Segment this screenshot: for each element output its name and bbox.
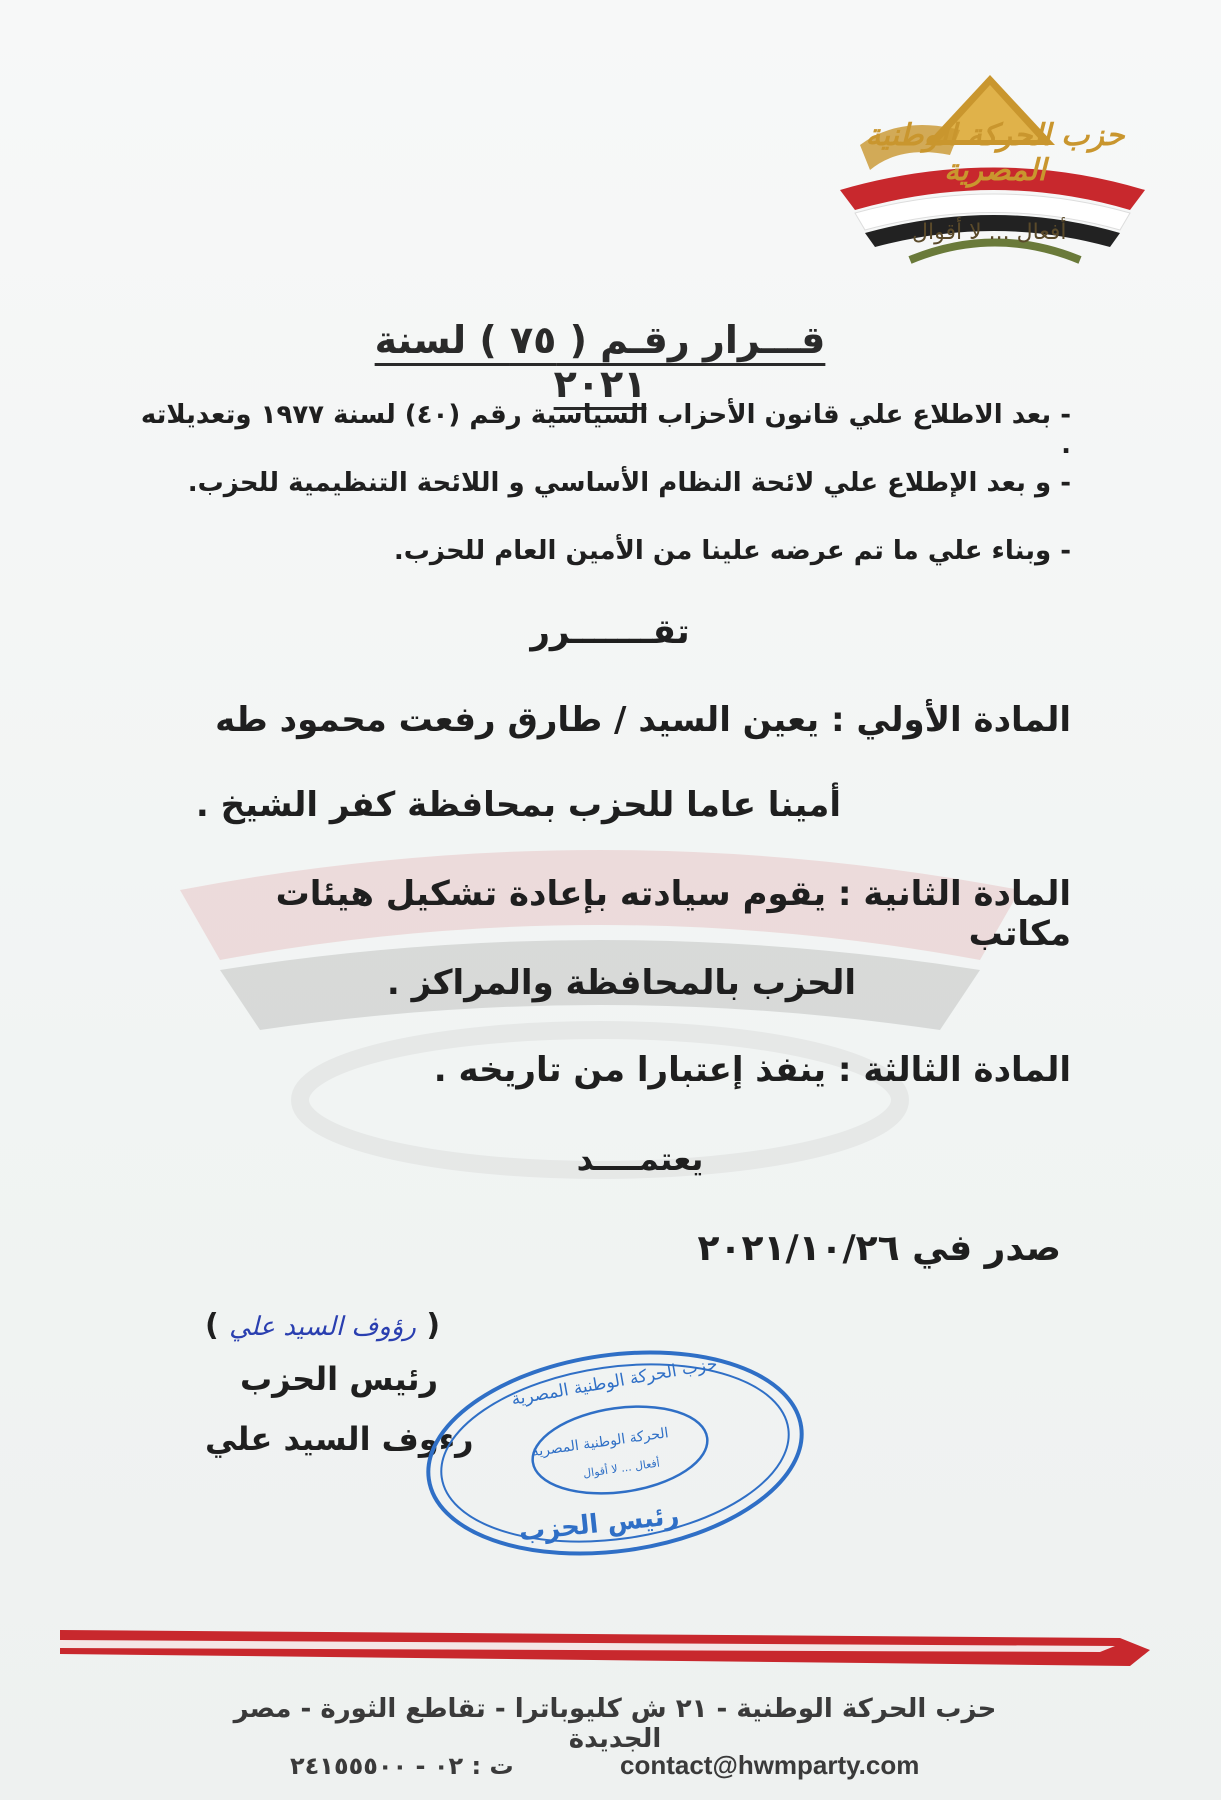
stamp-outer-text: حزب الحركة الوطنية المصرية	[509, 1353, 720, 1410]
logo-slogan: أفعال ... لا أقوال	[912, 220, 1067, 245]
signatory-title: رئيس الحزب	[240, 1360, 438, 1398]
decides-heading: تقـــــــرر	[530, 612, 690, 652]
footer-address: حزب الحركة الوطنية - ٢١ ش كليوباترا - تقاطع الثورة - مصر الجديدة	[233, 1694, 997, 1754]
logo-party-name: حزب الحركة الوطنية المصرية	[865, 118, 1125, 188]
article-second-cont: الحزب بالمحافظة والمراكز .	[386, 963, 856, 1003]
issue-date: صدر في ٢٠٢١/١٠/٢٦	[697, 1228, 1061, 1269]
party-stamp	[420, 1348, 810, 1558]
signature-handwriting: رؤوف السيد علي	[229, 1312, 416, 1342]
stamp-inner-slogan: أفعال ... لا أقوال	[582, 1456, 661, 1481]
decision-title: قـــرار رقـم ( ٧٥ ) لسنة ٢٠٢١	[374, 318, 826, 406]
approve-label: يعتمــــد	[576, 1140, 704, 1178]
signature-paren-close: )	[205, 1308, 219, 1343]
article-first: المادة الأولي : يعين السيد / طارق رفعت محمود طه	[215, 700, 1071, 740]
handwritten-signature	[205, 1308, 440, 1343]
signatory-name: رءوف السيد علي	[205, 1420, 474, 1458]
stamp-bottom-text: رئيس الحزب	[517, 1500, 681, 1548]
footer-phone: ت : ٠٢ - ٢٤١٥٥٥٠٠	[290, 1752, 514, 1780]
stamp-inner-text: الحركة الوطنية المصرية	[530, 1425, 670, 1461]
preamble-line-1: - بعد الاطلاع علي قانون الأحزاب السياسية رقم (٤٠) لسنة ١٩٧٧ وتعديلاته .	[140, 400, 1071, 460]
footer-email: contact@hwmparty.com	[620, 1750, 920, 1780]
footer-band	[60, 1628, 1150, 1668]
article-third: المادة الثالثة : ينفذ إعتبارا من تاريخه .	[433, 1050, 1071, 1090]
article-first-cont: أمينا عاما للحزب بمحافظة كفر الشيخ .	[195, 785, 841, 825]
article-second: المادة الثانية : يقوم سيادته بإعادة تشكيل هيئات مكاتب	[275, 874, 1071, 954]
preamble-line-3: - وبناء علي ما تم عرضه علينا من الأمين العام للحزب.	[393, 536, 1071, 566]
preamble-line-2: - و بعد الإطلاع علي لائحة النظام الأساسي و اللائحة التنظيمية للحزب.	[187, 468, 1071, 498]
signature-paren-open: (	[426, 1308, 441, 1343]
